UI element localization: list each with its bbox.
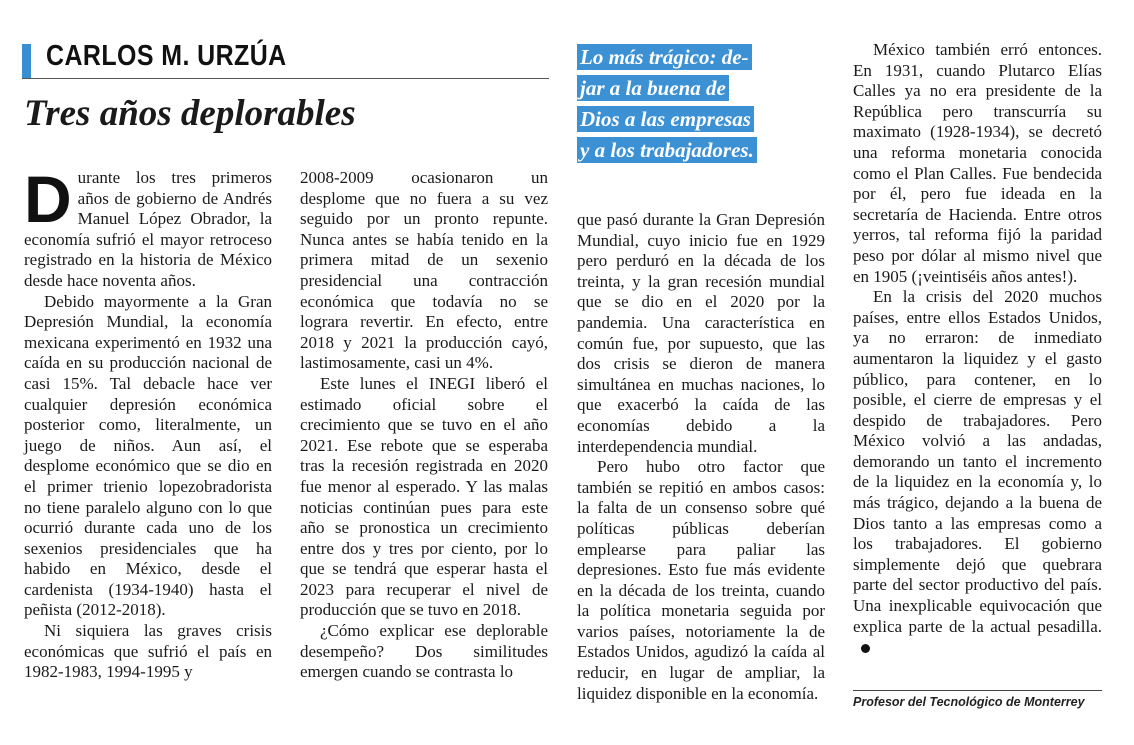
author-byline: CARLOS M. URZÚA — [46, 40, 287, 72]
paragraph: Debido mayormente a la Gran Depresión Mundial, la economía mexicana experimentó en 1932 una caída en su producción nacional de casi 15%. Tal debacle hace ver cualquier depresión económica posterior como, literalmente, un juego de niños. Aun así, el desplome económico que se dio en el primer trienio lopezobradorista no tiene paralelo alguno con lo que ocurrió durante cada uno de los sexenios presidenciales que ha habido en México, desde el cardenista (1934-1940) hasta el peñista (2012-2018). — [24, 291, 272, 620]
pull-quote — [577, 44, 827, 168]
paragraph: Pero hubo otro factor que también se repitió en ambos casos: la falta de un consenso sobre qué políticas públicas deberían emplearse para paliar las depresiones. Esto fue más evidente en la década de los treinta, cuando la política monetaria seguida por varios países, notoriamente la de Estados Unidos, agudizó la caída al reducir, en lugar de ampliar, la liquidez disponible en la economía. — [577, 457, 825, 703]
pull-quote-line: y a los trabajadores. — [577, 137, 757, 163]
credit-divider — [853, 690, 1102, 691]
article-column-1 — [24, 162, 272, 683]
byline-accent-bar — [22, 44, 31, 78]
pull-quote-line: Dios a las empresas — [577, 106, 754, 132]
author-credit: Profesor del Tecnológico de Monterrey — [853, 695, 1085, 709]
article-column-4 — [853, 40, 1102, 658]
article-column-2 — [300, 168, 548, 683]
paragraph: En la crisis del 2020 muchos países, entre ellos Estados Unidos, ya no erraron: de inmediato aumentaron la liquidez y el gasto público, para contener, en lo posible, el cierre de empresas y el despido de trabajadores. Pero México volvió a las andadas, demorando un tanto el incremento de la liquidez en la economía y, lo más trágico, dejando a la buena de Dios tanto a las empresas como a los trabajadores. El gobierno simplemente dejó que quebrara parte del sector productivo del país. Una inexplicable equivocación que explica parte de la actual pesadilla. — [853, 287, 1102, 658]
article-column-3 — [577, 210, 825, 704]
paragraph: Este lunes el INEGI liberó el estimado oficial sobre el crecimiento que se tuvo en el año 2021. Ese rebote que se esperaba tras la recesión registrada en 2020 fue menor al esperado. Y las malas noticias continúan pues para este año se pronostica un crecimiento entre dos y tres por ciento, por lo que se tendrá que esperar hasta el 2023 para recuperar el nivel de producción que se tuvo en 2018. — [300, 373, 548, 620]
drop-cap: D — [24, 162, 72, 236]
paragraph: 2008-2009 ocasionaron un desplome que no fuera a su vez seguido por un pronto repunte. Nunca antes se había tenido en la primera mitad de un sexenio presidencial una contracción económica que todavía no se lograra revertir. En efecto, entre 2018 y 2021 la producción cayó, lastimosamente, casi un 4%. — [300, 168, 548, 373]
paragraph: ¿Cómo explicar ese deplorable desempeño? Dos similitudes emergen cuando se contrasta lo — [300, 621, 548, 682]
end-of-article-icon — [861, 644, 870, 653]
paragraph: Ni siquiera las graves crisis económicas que sufrió el país en 1982-1983, 1994-1995 y — [24, 621, 272, 682]
byline-divider — [22, 78, 549, 79]
paragraph: Durante los tres primeros años de gobierno de Andrés Manuel López Obrador, la economía sufrió el mayor retroceso registrado en la historia de México desde hace noventa años. — [24, 162, 272, 290]
paragraph: que pasó durante la Gran Depresión Mundial, cuyo inicio fue en 1929 pero perduró en la década de los treinta, y la gran recesión mundial que se dio en el 2020 por la pandemia. Una característica en común fue, por supuesto, que las dos crisis se dieron de manera simultánea en muchas naciones, lo que exacerbó la caída de las economías debido a la interdependencia mundial. — [577, 210, 825, 456]
pull-quote-line: jar a la buena de — [577, 75, 729, 101]
paragraph: México también erró entonces. En 1931, cuando Plutarco Elías Calles ya no era presidente de la República pero transcurría su maximato (1928-1934), se decretó una reforma monetaria conocida como el Plan Calles. Fue bendecida por él, pero fue ideada en la secretaría de Hacienda. Entre otros yerros, tal reforma fijó la paridad peso por dólar al mismo nivel que en 1905 (¡veintiséis años antes!). — [853, 40, 1102, 286]
pull-quote-line: Lo más trágico: de- — [577, 44, 752, 70]
article-headline: Tres años deplorables — [24, 93, 356, 134]
